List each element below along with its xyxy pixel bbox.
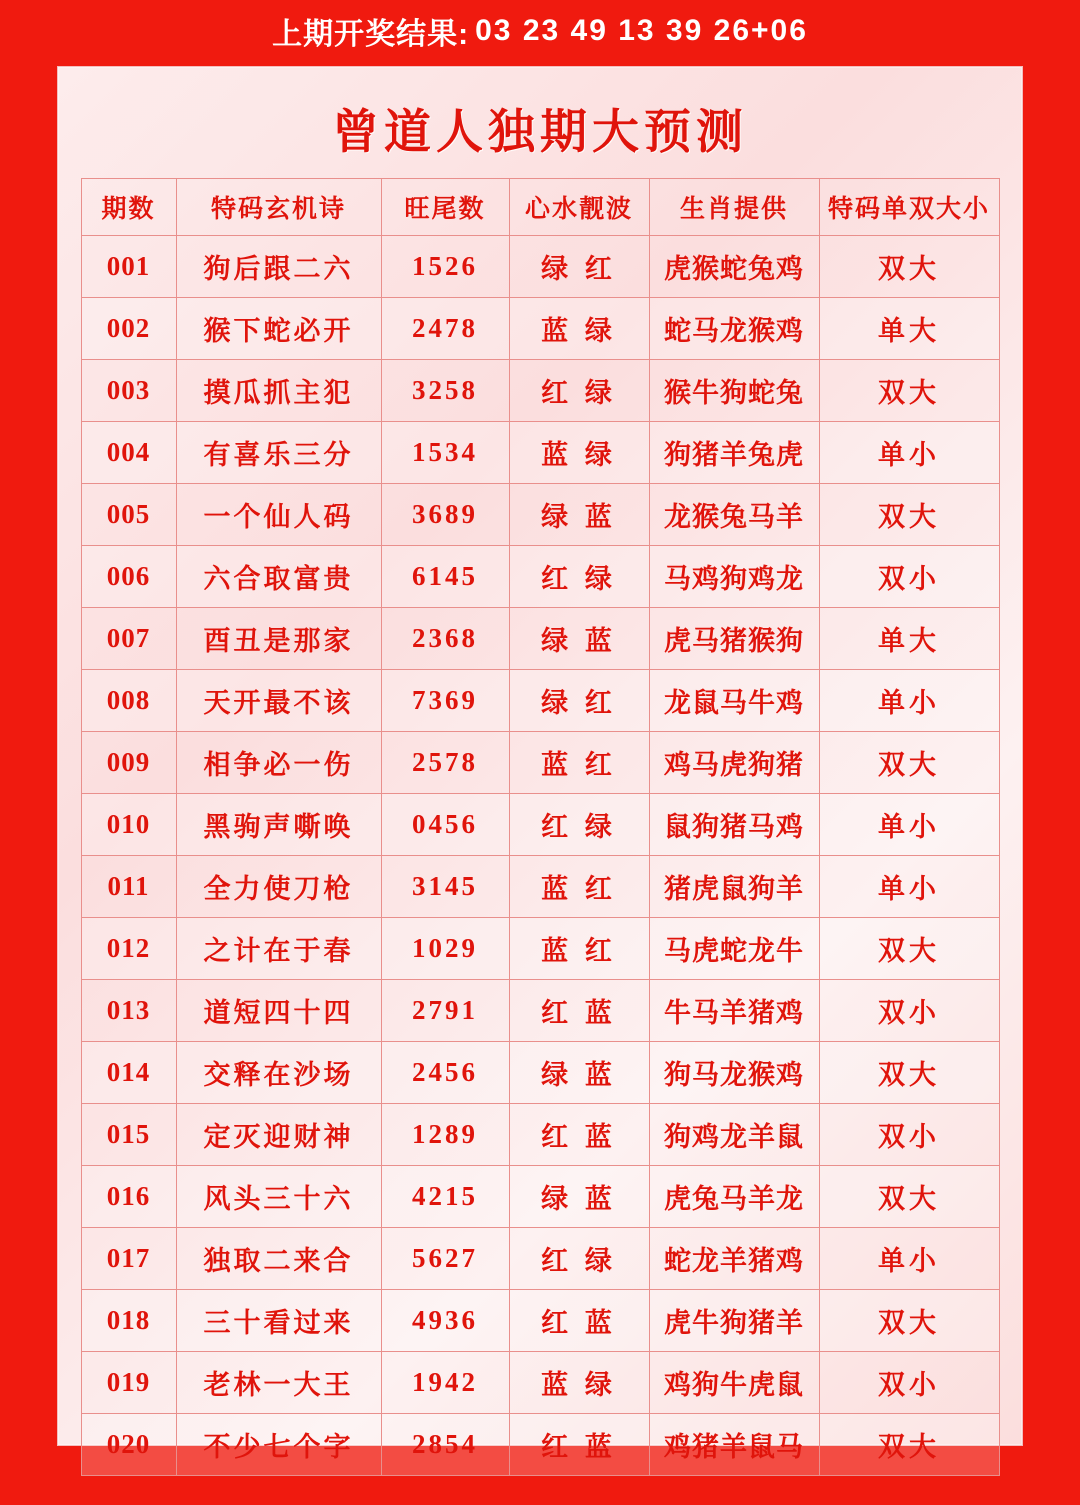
cell-size: 双大 [819, 1290, 999, 1352]
table-row [81, 1290, 999, 1352]
table-row [81, 732, 999, 794]
cell-zodiac: 龙鼠马牛鸡 [649, 670, 819, 732]
cell-size: 单大 [819, 608, 999, 670]
cell-tail: 2791 [381, 980, 509, 1042]
cell-wave: 蓝 绿 [509, 298, 649, 360]
cell-period: 006 [81, 546, 176, 608]
column-header-period: 期数 [81, 179, 176, 236]
cell-poem: 全力使刀枪 [176, 856, 381, 918]
cell-wave: 红 蓝 [509, 1104, 649, 1166]
cell-size: 单大 [819, 298, 999, 360]
cell-zodiac: 狗鸡龙羊鼠 [649, 1104, 819, 1166]
cell-poem: 摸瓜抓主犯 [176, 360, 381, 422]
cell-zodiac: 鼠狗猪马鸡 [649, 794, 819, 856]
table-row [81, 484, 999, 546]
cell-zodiac: 蛇龙羊猪鸡 [649, 1228, 819, 1290]
last-draw-numbers: 03 23 49 13 39 26+06 [475, 14, 808, 47]
cell-zodiac: 牛马羊猪鸡 [649, 980, 819, 1042]
cell-size: 双大 [819, 1042, 999, 1104]
cell-period: 018 [81, 1290, 176, 1352]
table-row [81, 422, 999, 484]
cell-zodiac: 虎马猪猴狗 [649, 608, 819, 670]
cell-zodiac: 马鸡狗鸡龙 [649, 546, 819, 608]
cell-poem: 相争必一伤 [176, 732, 381, 794]
cell-tail: 1526 [381, 236, 509, 298]
table-body [81, 236, 999, 1476]
cell-wave: 绿 蓝 [509, 1042, 649, 1104]
cell-period: 010 [81, 794, 176, 856]
cell-tail: 2854 [381, 1414, 509, 1476]
table-row [81, 1042, 999, 1104]
cell-poem: 老林一大王 [176, 1352, 381, 1414]
cell-tail: 4936 [381, 1290, 509, 1352]
cell-poem: 道短四十四 [176, 980, 381, 1042]
cell-tail: 2578 [381, 732, 509, 794]
cell-zodiac: 龙猴兔马羊 [649, 484, 819, 546]
last-draw-label: 上期开奖结果: [272, 18, 470, 51]
cell-period: 002 [81, 298, 176, 360]
cell-poem: 天开最不该 [176, 670, 381, 732]
cell-period: 013 [81, 980, 176, 1042]
cell-size: 单小 [819, 422, 999, 484]
cell-wave: 红 绿 [509, 546, 649, 608]
cell-size: 双小 [819, 1352, 999, 1414]
table-row [81, 670, 999, 732]
cell-period: 012 [81, 918, 176, 980]
cell-poem: 独取二来合 [176, 1228, 381, 1290]
cell-size: 单小 [819, 856, 999, 918]
table-row [81, 1414, 999, 1476]
cell-tail: 3258 [381, 360, 509, 422]
cell-zodiac: 鸡马虎狗猪 [649, 732, 819, 794]
prediction-card [57, 66, 1023, 1462]
cell-size: 双大 [819, 918, 999, 980]
cell-wave: 红 蓝 [509, 980, 649, 1042]
cell-period: 014 [81, 1042, 176, 1104]
column-header-size: 特码单双大小 [819, 179, 999, 236]
cell-size: 双小 [819, 546, 999, 608]
table-header-row [81, 179, 999, 236]
table-row [81, 918, 999, 980]
cell-size: 双大 [819, 236, 999, 298]
cell-size: 双大 [819, 732, 999, 794]
cell-poem: 酉丑是那家 [176, 608, 381, 670]
cell-tail: 2456 [381, 1042, 509, 1104]
cell-period: 003 [81, 360, 176, 422]
table-row [81, 1104, 999, 1166]
cell-period: 001 [81, 236, 176, 298]
cell-zodiac: 蛇马龙猴鸡 [649, 298, 819, 360]
cell-zodiac: 鸡狗牛虎鼠 [649, 1352, 819, 1414]
table-row [81, 1228, 999, 1290]
cell-tail: 1029 [381, 918, 509, 980]
cell-tail: 1534 [381, 422, 509, 484]
cell-zodiac: 马虎蛇龙牛 [649, 918, 819, 980]
cell-poem: 交释在沙场 [176, 1042, 381, 1104]
cell-zodiac: 虎牛狗猪羊 [649, 1290, 819, 1352]
table-row [81, 236, 999, 298]
prediction-table [81, 178, 1000, 1476]
cell-poem: 有喜乐三分 [176, 422, 381, 484]
column-header-zodiac: 生肖提供 [649, 179, 819, 236]
cell-tail: 3689 [381, 484, 509, 546]
cell-wave: 绿 蓝 [509, 484, 649, 546]
page-title: 曾道人独期大预测 [332, 107, 748, 159]
cell-wave: 绿 蓝 [509, 1166, 649, 1228]
cell-wave: 绿 红 [509, 236, 649, 298]
cell-wave: 蓝 红 [509, 856, 649, 918]
cell-wave: 蓝 绿 [509, 422, 649, 484]
last-draw-result [0, 0, 1080, 62]
cell-wave: 红 蓝 [509, 1414, 649, 1476]
cell-period: 004 [81, 422, 176, 484]
cell-zodiac: 狗马龙猴鸡 [649, 1042, 819, 1104]
cell-period: 017 [81, 1228, 176, 1290]
table-row [81, 1352, 999, 1414]
cell-size: 双大 [819, 1166, 999, 1228]
cell-zodiac: 鸡猪羊鼠马 [649, 1414, 819, 1476]
cell-wave: 红 绿 [509, 794, 649, 856]
cell-size: 双小 [819, 980, 999, 1042]
cell-zodiac: 猪虎鼠狗羊 [649, 856, 819, 918]
cell-size: 单小 [819, 670, 999, 732]
cell-wave: 红 蓝 [509, 1290, 649, 1352]
cell-tail: 3145 [381, 856, 509, 918]
cell-wave: 绿 蓝 [509, 608, 649, 670]
cell-size: 双大 [819, 1414, 999, 1476]
column-header-tail: 旺尾数 [381, 179, 509, 236]
table-row [81, 856, 999, 918]
cell-wave: 蓝 红 [509, 732, 649, 794]
cell-period: 011 [81, 856, 176, 918]
cell-period: 005 [81, 484, 176, 546]
cell-zodiac: 虎猴蛇兔鸡 [649, 236, 819, 298]
cell-period: 020 [81, 1414, 176, 1476]
cell-tail: 1942 [381, 1352, 509, 1414]
cell-period: 016 [81, 1166, 176, 1228]
table-row [81, 980, 999, 1042]
cell-tail: 6145 [381, 546, 509, 608]
cell-size: 双小 [819, 1104, 999, 1166]
table-row [81, 298, 999, 360]
cell-tail: 2368 [381, 608, 509, 670]
table-row [81, 608, 999, 670]
cell-wave: 红 绿 [509, 360, 649, 422]
cell-tail: 5627 [381, 1228, 509, 1290]
cell-tail: 0456 [381, 794, 509, 856]
cell-size: 双大 [819, 360, 999, 422]
cell-zodiac: 猴牛狗蛇兔 [649, 360, 819, 422]
cell-wave: 红 绿 [509, 1228, 649, 1290]
cell-size: 单小 [819, 1228, 999, 1290]
cell-poem: 一个仙人码 [176, 484, 381, 546]
cell-poem: 六合取富贵 [176, 546, 381, 608]
cell-period: 019 [81, 1352, 176, 1414]
table-row [81, 794, 999, 856]
cell-period: 015 [81, 1104, 176, 1166]
cell-tail: 4215 [381, 1166, 509, 1228]
cell-wave: 蓝 绿 [509, 1352, 649, 1414]
cell-poem: 风头三十六 [176, 1166, 381, 1228]
cell-wave: 蓝 红 [509, 918, 649, 980]
table-row [81, 1166, 999, 1228]
column-header-poem: 特码玄机诗 [176, 179, 381, 236]
cell-period: 009 [81, 732, 176, 794]
cell-size: 双大 [819, 484, 999, 546]
cell-size: 单小 [819, 794, 999, 856]
cell-zodiac: 狗猪羊兔虎 [649, 422, 819, 484]
column-header-wave: 心水靓波 [509, 179, 649, 236]
cell-tail: 1289 [381, 1104, 509, 1166]
cell-poem: 三十看过来 [176, 1290, 381, 1352]
cell-poem: 黑驹声嘶唤 [176, 794, 381, 856]
cell-period: 008 [81, 670, 176, 732]
cell-poem: 狗后跟二六 [176, 236, 381, 298]
cell-zodiac: 虎兔马羊龙 [649, 1166, 819, 1228]
table-row [81, 546, 999, 608]
cell-wave: 绿 红 [509, 670, 649, 732]
cell-poem: 不少七个字 [176, 1414, 381, 1476]
cell-tail: 2478 [381, 298, 509, 360]
table-row [81, 360, 999, 422]
cell-poem: 猴下蛇必开 [176, 298, 381, 360]
cell-poem: 之计在于春 [176, 918, 381, 980]
cell-tail: 7369 [381, 670, 509, 732]
cell-period: 007 [81, 608, 176, 670]
cell-poem: 定灭迎财神 [176, 1104, 381, 1166]
